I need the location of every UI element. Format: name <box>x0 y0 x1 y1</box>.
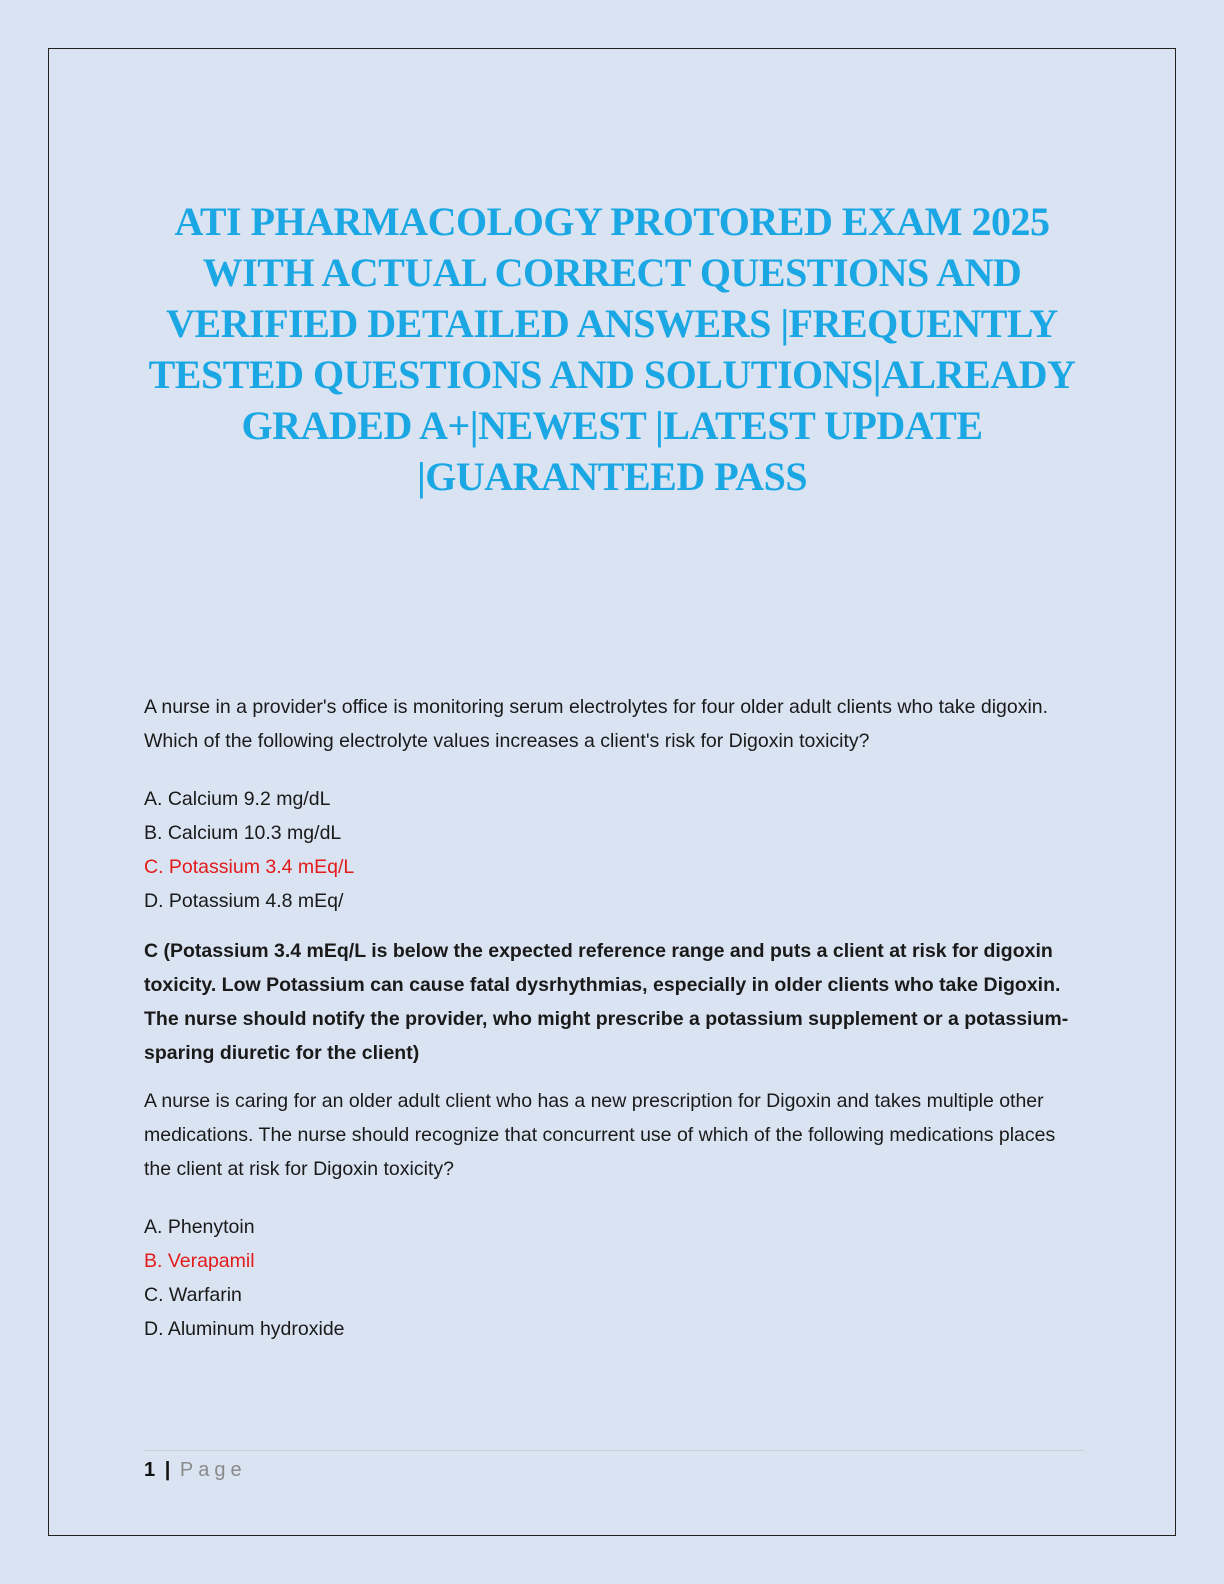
question-2-text: A nurse is caring for an older adult client who has a new prescription for Digoxin and takes multiple other medications. The nurse should recognize that concurrent use of which of the following medications places the client at risk for Digoxin toxicity? <box>144 1090 1056 1180</box>
question-2-option-a: A. Phenytoin <box>144 1216 255 1238</box>
question-2-option-b-correct: B. Verapamil <box>144 1250 255 1272</box>
question-2-option-d: D. Aluminum hydroxide <box>144 1318 345 1340</box>
question-1-option-a: A. Calcium 9.2 mg/dL <box>144 788 331 810</box>
question-1-option-b: B. Calcium 10.3 mg/dL <box>144 822 342 844</box>
question-1-text: A nurse in a provider's office is monitoring serum electrolytes for four older adult clients who take digoxin. Which of the following electrolyte values increases a client's risk for Digoxin toxicity? <box>144 696 1049 752</box>
question-2-option-c: C. Warfarin <box>144 1284 242 1306</box>
footer-page-label: Page <box>179 1459 247 1481</box>
question-1-option-c-correct: C. Potassium 3.4 mEq/L <box>144 856 355 878</box>
footer-rule <box>144 1450 1084 1451</box>
document-body <box>144 690 1084 1346</box>
document-title: ATI PHARMACOLOGY PROTORED EXAM 2025 WITH ACTUAL CORRECT QUESTIONS AND VERIFIED DETAILED ANSWERS |FREQUENTLY TESTED QUESTIONS AND SOLUTIONS|ALREADY GRADED A+|NEWEST |LATEST UPDATE |GUARANTEED PASS <box>148 199 1076 499</box>
page-number: 1 <box>144 1459 156 1481</box>
question-2-options <box>144 1210 1084 1346</box>
footer-separator: | <box>164 1459 171 1481</box>
question-1-answer: C (Potassium 3.4 mEq/L is below the expected reference range and puts a client at risk for digoxin toxicity. Low Potassium can cause fatal dysrhythmias, especially in older clients who take Digoxin. The nurse should notify the provider, who might prescribe a potassium supplement or a potassium-sparing diuretic for the client) <box>144 940 1069 1064</box>
page-footer <box>144 1456 247 1484</box>
question-1-options <box>144 782 1084 918</box>
question-1-option-d: D. Potassium 4.8 mEq/ <box>144 890 344 912</box>
